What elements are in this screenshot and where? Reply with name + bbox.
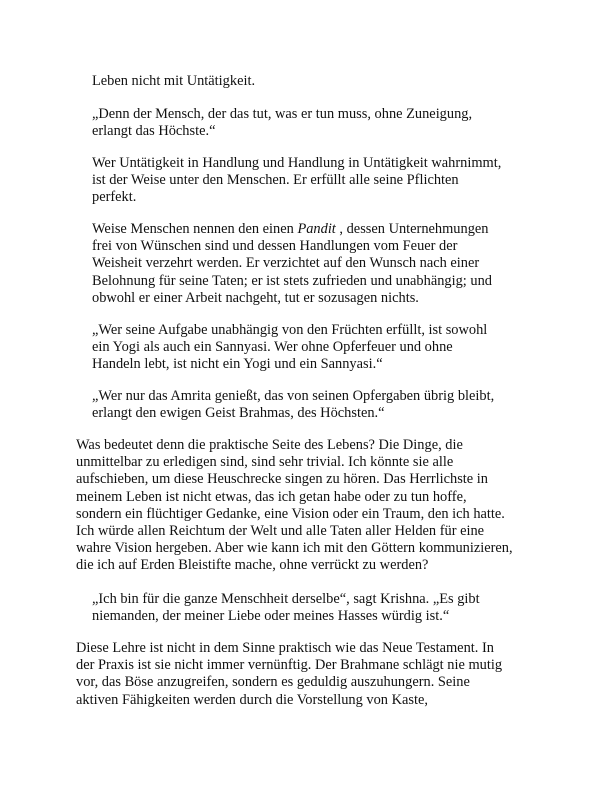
text-line: die ich auf Erden Bleistifte mache, ohne verrückt zu werden? [76,557,429,574]
text-line: Leben nicht mit Untätigkeit. [92,73,256,89]
quote-paragraph [92,388,542,422]
quote-paragraph [92,73,542,90]
text-line: Handeln lebt, ist nicht ein Yogi und ein Sannyasi.“ [92,356,383,373]
text-line: unmittelbar zu erledigen sind, sind sehr trivial. Ich könnte sie alle [76,454,454,471]
text-line: obwohl er einer Arbeit nachgeht, tut er sozusagen nichts. [92,289,419,306]
quote-paragraph [92,591,542,625]
body-paragraph [76,640,540,709]
text-line: Diese Lehre ist nicht in dem Sinne praktisch wie das Neue Testament. In [76,640,494,656]
text-line: niemanden, der meiner Liebe oder meines Hasses würdig ist.“ [92,608,450,625]
quote-paragraph [92,221,542,307]
text-line: Ich würde allen Reichtum der Welt und alle Taten aller Helden für eine [76,523,485,540]
text-line: aufschieben, um diese Heuschrecke singen zu hören. Das Herrlichste in [76,471,488,488]
text-line: ist der Weise unter den Menschen. Er erfüllt alle seine Pflichten [92,172,459,189]
text-line: „Denn der Mensch, der das tut, was er tun muss, ohne Zuneigung, [92,106,473,122]
text-line: Was bedeutet denn die praktische Seite des Lebens? Die Dinge, die [76,437,463,453]
text-line: „Ich bin für die ganze Menschheit derselbe“, sagt Krishna. „Es gibt [92,591,480,607]
text-line: Weisheit verzehrt werden. Er verzichtet auf den Wunsch nach einer [92,255,480,272]
text-line: Belohnung für seine Taten; er ist stets zufrieden und unabhängig; und [92,272,492,289]
text-line: erlangt den ewigen Geist Brahmas, des Höchsten.“ [92,405,385,422]
quote-paragraph [92,322,542,374]
italic-term: Pandit [297,221,336,237]
text-line: wahre Vision hergeben. Aber wie kann ich mit den Göttern kommunizieren, [76,540,513,557]
text-line: vor, das Böse anzugreifen, sondern es geduldig auszuhungern. Seine [76,674,470,691]
text-line: Wer Untätigkeit in Handlung und Handlung in Untätigkeit wahrnimmt, [92,155,502,171]
text-line: aktiven Fähigkeiten werden durch die Vorstellung von Kaste, [76,691,428,708]
body-paragraph [76,437,540,575]
text-line: der Praxis ist sie nicht immer vernünftig. Der Brahmane schlägt nie mutig [76,657,503,674]
text-segment: Weise Menschen nennen den einen [92,221,298,237]
text-segment: , dessen Unternehmungen [335,221,489,237]
text-line: ein Yogi als auch ein Sannyasi. Wer ohne Opferfeuer und ohne [92,339,453,356]
text-line: meinem Leben ist nicht etwas, das ich getan habe oder zu tun hoffe, [76,488,467,505]
text-line: „Wer seine Aufgabe unabhängig von den Früchten erfüllt, ist sowohl [92,322,488,338]
text-line [92,221,542,238]
text-line: frei von Wünschen sind und dessen Handlungen vom Feuer der [92,238,458,255]
text-line: erlangt das Höchste.“ [92,123,216,140]
text-line: perfekt. [92,189,137,206]
quote-paragraph [92,155,542,207]
text-line: „Wer nur das Amrita genießt, das von seinen Opfergaben übrig bleibt, [92,388,495,404]
text-line: sondern ein flüchtiger Gedanke, eine Vision oder ein Traum, den ich hatte. [76,505,505,522]
quote-paragraph [92,106,542,140]
